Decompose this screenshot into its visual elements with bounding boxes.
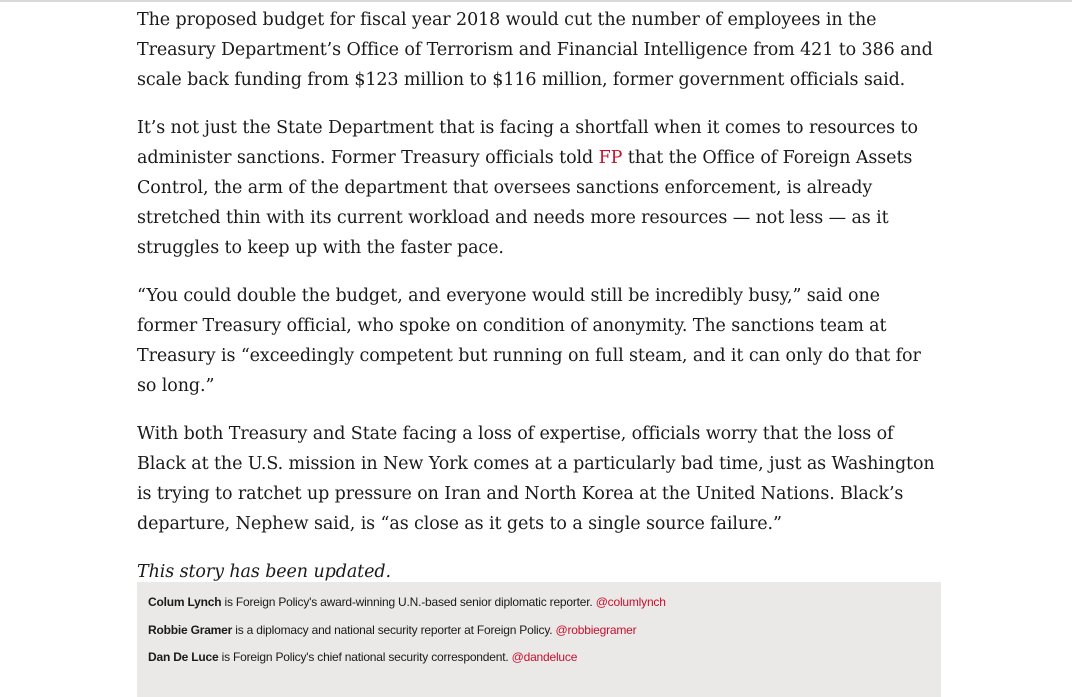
author-bio-text: is Foreign Policy's award-winning U.N.-based senior diplomatic reporter. bbox=[221, 595, 596, 609]
author-name: Colum Lynch bbox=[148, 595, 222, 609]
author-name: Dan De Luce bbox=[148, 650, 219, 664]
author-name: Robbie Gramer bbox=[148, 623, 233, 637]
paragraph-quote: “You could double the budget, and everyone would still be incredibly busy,” said one former Treasury official, who spoke on condition of anonymity. The sanctions team at Treasury is “exceedingly competent but running on full steam, and it can only do that for so long.” bbox=[137, 286, 921, 396]
top-divider bbox=[0, 0, 1072, 2]
paragraph-ofac-text-after: that the Office of Foreign Assets Control, the arm of the department that oversees sanctions enforcement, is already stretched thin with its current workload and needs more resources — not less — as it struggles to keep up with the faster pace. bbox=[137, 148, 913, 258]
author-bio-text: is a diplomacy and national security reporter at Foreign Policy. bbox=[232, 623, 556, 637]
update-note: This story has been updated. bbox=[137, 562, 391, 582]
fp-link[interactable]: FP bbox=[598, 148, 623, 168]
paragraph-budget: The proposed budget for fiscal year 2018 would cut the number of employees in the Treasury Department’s Office of Terrorism and Financial Intelligence from 421 to 386 and scale back funding from $123 million to $116 million, former government officials said. bbox=[137, 10, 933, 90]
article-body bbox=[137, 5, 942, 605]
author-bio-text: is Foreign Policy's chief national security correspondent. bbox=[218, 650, 512, 664]
twitter-handle-link[interactable]: @robbiegramer bbox=[555, 623, 637, 637]
author-bio-colum-lynch bbox=[148, 595, 666, 609]
paragraph-ofac-text-before: It’s not just the State Department that is facing a shortfall when it comes to resources to administer sanctions. Former Treasury officials told bbox=[137, 118, 918, 168]
twitter-handle-link[interactable]: @dandeluce bbox=[511, 650, 578, 664]
paragraph-expertise: With both Treasury and State facing a loss of expertise, officials worry that the loss of Black at the U.S. mission in New York comes at a particularly bad time, just as Washington is trying to ratchet up pressure on Iran and North Korea at the United Nations. Black’s departure, Nephew said, is “as close as it gets to a single source failure.” bbox=[137, 424, 935, 534]
twitter-handle-link[interactable]: @columlynch bbox=[595, 595, 666, 609]
author-bios bbox=[137, 582, 941, 697]
author-bio-robbie-gramer bbox=[148, 623, 636, 637]
author-bio-dan-de-luce bbox=[148, 650, 577, 664]
paragraph-ofac bbox=[137, 113, 942, 263]
